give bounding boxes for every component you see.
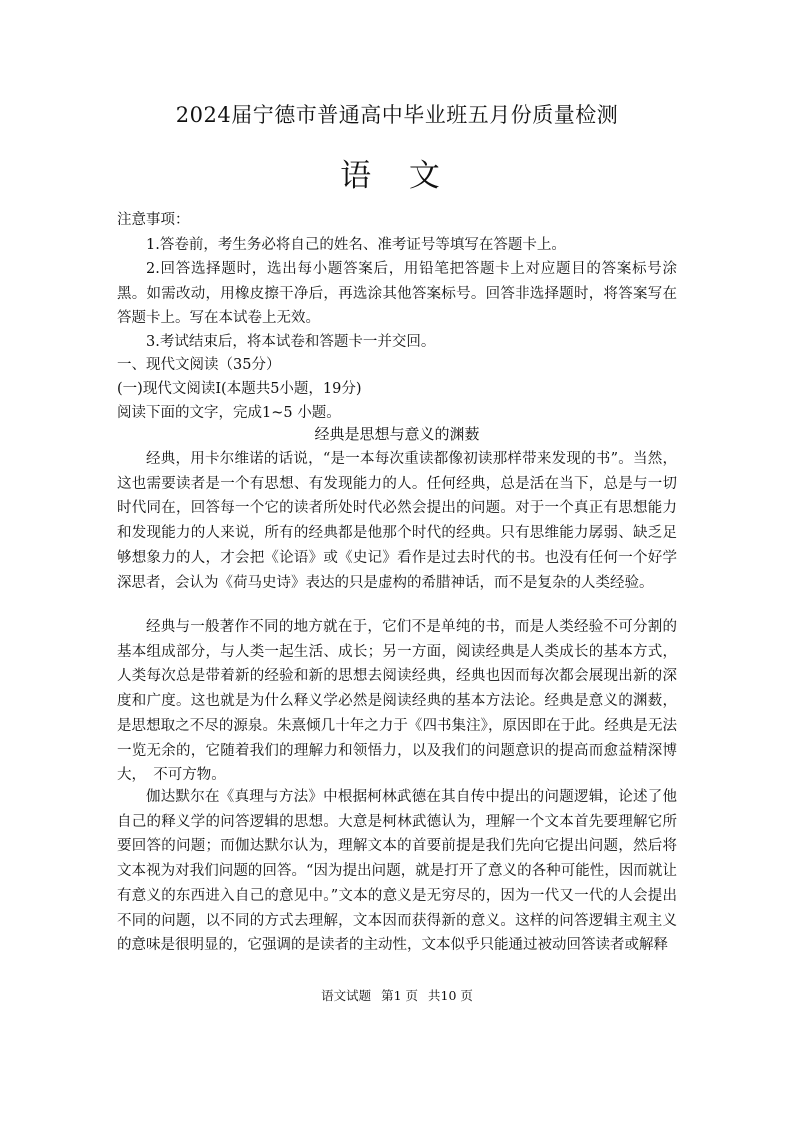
exam-title: 2024届宁德市普通高中毕业班五月份质量检测 [175, 103, 619, 127]
notice-heading: 注意事项： [117, 212, 190, 228]
article-title: 经典是思想与意义的渊薮 [314, 425, 480, 443]
subject-title: 语 文 [340, 158, 454, 194]
footer-total-pages: 共10 页 [428, 988, 473, 1003]
section-instruction: 阅读下面的文字，完成1~5 小题。 [117, 405, 341, 421]
article-paragraph-3: 伽达默尔在《真理与方法》中根据柯林武德在其自传中提出的问题逻辑，论述了他自己的释义学的问答逻辑的思想。大意是柯林武德认为，理解一个文本首先要理解它所要回答的问题；而伽达默尔认为，理解文本的首要前提是我们先向它提出问题，然后将文本视为对我们问题的回答。“因为提出问题，就是打开了意义的各种可能性，因而就让有意义的东西进入自己的意见中。”文本的意义是无穷尽的，因为一代又一代的人会提出不同的问题，以不同的方式去理解，文本因而获得新的意义。这样的问答逻辑主观主义的意味是很明显的，它强调的是读者的主动性，文本似乎只能通过被动回答读者或解释 [117, 789, 677, 954]
notice-item-1: 1.答卷前，考生务必将自己的姓名、准考证号等填写在答题卡上。 [146, 237, 566, 253]
page-footer [0, 986, 794, 1004]
notice-item-2: 2.回答选择题时，选出每小题答案后，用铅笔把答题卡上对应题目的答案标号涂黑。如需改动，用橡皮擦干净后，再选涂其他答案标号。回答非选择题时，将答案写在答题卡上。写在本试卷上无效。 [117, 261, 677, 327]
section-part-heading: 一、现代文阅读（35分） [117, 357, 281, 373]
article-paragraph-2: 经典与一般著作不同的地方就在于，它们不是单纯的书，而是人类经验不可分割的基本组成部分，与人类一起生活、成长；另一方面，阅读经典是人类成长的基本方式，人类每次总是带着新的经验和新的思想去阅读经典，经典也因而每次都会展现出新的深度和广度。这也就是为什么释义学必然是阅读经典的基本方法论。经典是意义的渊薮，是思想取之不尽的源泉。朱熹倾几十年之力于《四书集注》，原因即在于此。经典是无法一览无余的，它随着我们的理解力和领悟力，以及我们的问题意识的提高而愈益精深博大， 不可方物。 [117, 619, 677, 784]
footer-subject: 语文试题 [321, 988, 372, 1003]
footer-page-number: 第1 页 [381, 988, 419, 1003]
article-paragraph-1: 经典，用卡尔维诺的话说，“是一本每次重读都像初读那样带来发现的书”。当然，这也需要读者是一个有思想、有发现能力的人。任何经典，总是活在当下，总是与一切时代同在，回答每一个它的读者所处时代必然会提出的问题。对于一个真正有思想能力和发现能力的人来说，所有的经典都是他那个时代的经典。只有思维能力孱弱、缺乏足够想象力的人，才会把《论语》或《史记》看作是过去时代的书。也没有任何一个好学深思者，会认为《荷马史诗》表达的只是虚构的希腊神话，而不是复杂的人类经验。 [117, 451, 677, 591]
notice-item-3: 3.考试结束后，将本试卷和答题卡一并交回。 [146, 334, 436, 350]
section-sub-heading: (一)现代文阅读Ⅰ(本题共5小题，19分) [117, 381, 362, 397]
